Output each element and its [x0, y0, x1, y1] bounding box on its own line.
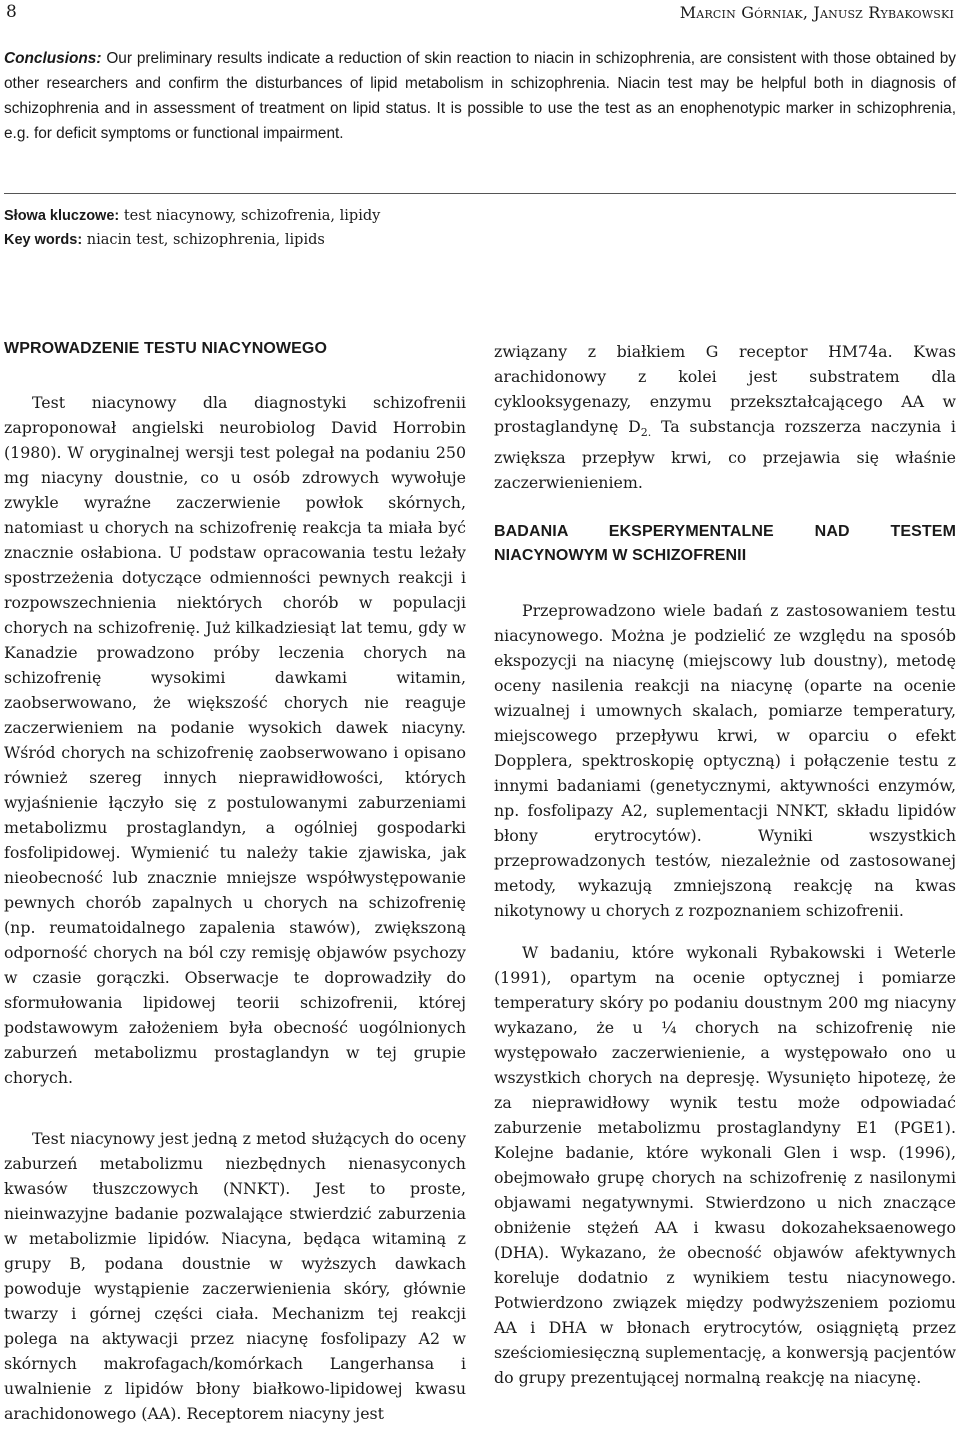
- keywords-english-text: niacin test, schizophrenia, lipids: [82, 232, 325, 248]
- subscript-2: 2.: [640, 426, 652, 440]
- intro-paragraph-2: Test niacynowy jest jedną z metod służących do oceny zaburzeń metabolizmu niezbędnych nienasyconych kwasów tłuszczowych (NNKT). Jest to proste, nieinwazyjne badanie pozwalające stwierdzić zaburzenia w metabolizmie lipidów. Niacyna, będąca witaminą z grupy B, podana doustnie w wyższych dawkach powoduje wystąpienie zaczerwienienia skóry, głównie twarzy i górnej części ciała. Mechanizm tej reakcji polega na aktywacji przez niacynę fosfolipazy A2 w skórnych makrofagach/komórkach Langerhansa i uwalnienie z lipidów błony białkowo-lipidowej kwasu arachidonowego (AA). Receptorem niacyny jest: [4, 1129, 466, 1423]
- running-head-authors: Marcin Górniak, Janusz Rybakowski: [679, 3, 954, 22]
- section-divider: [4, 193, 956, 194]
- section-heading-experiments: BADANIA EKSPERYMENTALNE NAD TESTEM NIACYNOWYM W SCHIZOFRENII: [494, 523, 956, 564]
- intro-paragraph-3-text: związany z białkiem G receptor HM74a. Kwas arachidonowy z kolei jest substratem dla cyklooksygenazy, enzymu przekształcającego AA w prostaglandynę D: [494, 342, 956, 436]
- conclusions-label: Conclusions:: [4, 50, 102, 67]
- keywords-polish-text: test niacynowy, schizofrenia, lipidy: [119, 208, 381, 224]
- abstract-conclusions: [4, 46, 956, 146]
- keywords-english-label: Key words:: [4, 232, 83, 248]
- keywords-english: [4, 229, 325, 251]
- experiments-paragraph-2: W badaniu, które wykonali Rybakowski i Weterle (1991), opartym na ocenie optycznej i pomiarze temperatury skóry po podaniu doustnym 200 mg niacyny wykazano, że u ¼ chorych na schizofrenię nie występowało zaczerwienienie, a występowało ono u wszystkich chorych na depresję. Wysunięto hipotezę, że za nieprawidłowy wynik testu może odpowiadać zaburzenie metabolizmu prostaglandyny E1 (PGE1). Kolejne badanie, które wykonali Glen i wsp. (1996), obejmowało grupę chorych na schizofrenię z nasilonymi objawami negatywnymi. Stwierdzono u nich znaczące obniżenie stężeń AA i kwasu dokozaheksaenowego (DHA). Wykazano, że obecność objawów afektywnych koreluje dodatnio z wynikiem testu niacynowego. Potwierdzono związek między podwyższeniem poziomu AA i DHA w błonach erytrocytów, osiągniętą przez sześciomiesięczną suplementację, a konwersją pacjentów do grupy prezentującej normalną reakcję na niacynę.: [494, 943, 956, 1387]
- page-number: 8: [6, 2, 17, 22]
- experiments-paragraph-1: Przeprowadzono wiele badań z zastosowaniem testu niacynowego. Można je podzielić ze względu na sposób ekspozycji na niacynę (miejscowy lub doustny), metodę oceny nasilenia reakcji na niacynę (oparte na ocenie wizualnej i umownych skalach, pomiarze temperatury, miejscowego przepływu krwi, w oparciu o efekt Dopplera, spektroskopię optyczną) i połączenie testu z innymi badaniami (genetycznymi, aktywności enzymów, np. fosfolipazy A2, suplementacji NNKT, składu lipidów błony erytrocytów). Wyniki wszystkich przeprowadzonych testów, niezależnie od zastosowanej metody, wykazują zmniejszoną reakcję na kwas nikotynowy u chorych z rozpoznaniem schizofrenii.: [494, 601, 956, 920]
- intro-paragraph-3: [494, 339, 956, 495]
- intro-paragraph-1: Test niacynowy dla diagnostyki schizofrenii zaproponował angielski neurobiolog David Horrobin (1980). W oryginalnej wersji test polegał na podaniu 250 mg niacyny doustnie, co u osób zdrowych wywołuje zwykle wyraźne zaczerwienie powłok skórnych, natomiast u chorych na schizofrenię reakcja ta miała być znacznie osłabiona. U podstaw opracowania testu leżały spostrzeżenia dotyczące odmienności pewnych reakcji i rozpowszechnienia niektórych chorób w populacji chorych na schizofrenię. Już kilkadziesiąt lat temu, gdy w Kanadzie prowadzono próby leczenia chorych na schizofrenię wysokimi dawkami witamin, zaobserwowano, że większość chorych nie reaguje zaczerwieniem na podanie wysokich dawek niacyny. Wśród chorych na schizofrenię zaobserwowano i opisano również szereg innych nieprawidłowości, których wyjaśnienie łączyło się z postulowanymi zaburzeniami metabolizmu prostaglandyn, a ogólniej gospodarki fosfolipidowej. Wymienić tu należy takie zjawiska, jak nieobecność lub znacznie mniejsze współwystępowanie pewnych chorób zapalnych u chorych na schizofrenię (np. reumatoidalnego zapalenia stawów), zwiększoną odporność chorych na ból czy remisję objawów psychozy w czasie gorączki. Obserwacje te doprowadziły do sformułowania lipidowej teorii schizofrenii, której podstawowym założeniem była obecność uogólnionych zaburzeń metabolizmu prostaglandyn w tej grupie chorych.: [4, 393, 466, 1087]
- intro-paragraph-3-end: Ta substancja rozszerza naczynia i zwiększa przepływ krwi, co przejawia się właśnie zaczerwienieniem.: [494, 417, 956, 493]
- conclusions-text: Our preliminary results indicate a reduction of skin reaction to niacin in schizophrenia, are consistent with those obtained by other researchers and confirm the disturbances of lipid metabolism in schizophrenia. Niacin test may be helpful both in diagnosis of schizophrenia and in assessment of treatment on lipid status. It is possible to use the test as an enophenotypic marker in schizophrenia, e.g. for deficit symptoms or functional impairment.: [4, 50, 956, 142]
- keywords-polish: [4, 205, 380, 227]
- section-heading-intro: WPROWADZENIE TESTU NIACYNOWEGO: [4, 340, 327, 357]
- page-header: [0, 0, 960, 28]
- keywords-polish-label: Słowa kluczowe:: [4, 208, 120, 224]
